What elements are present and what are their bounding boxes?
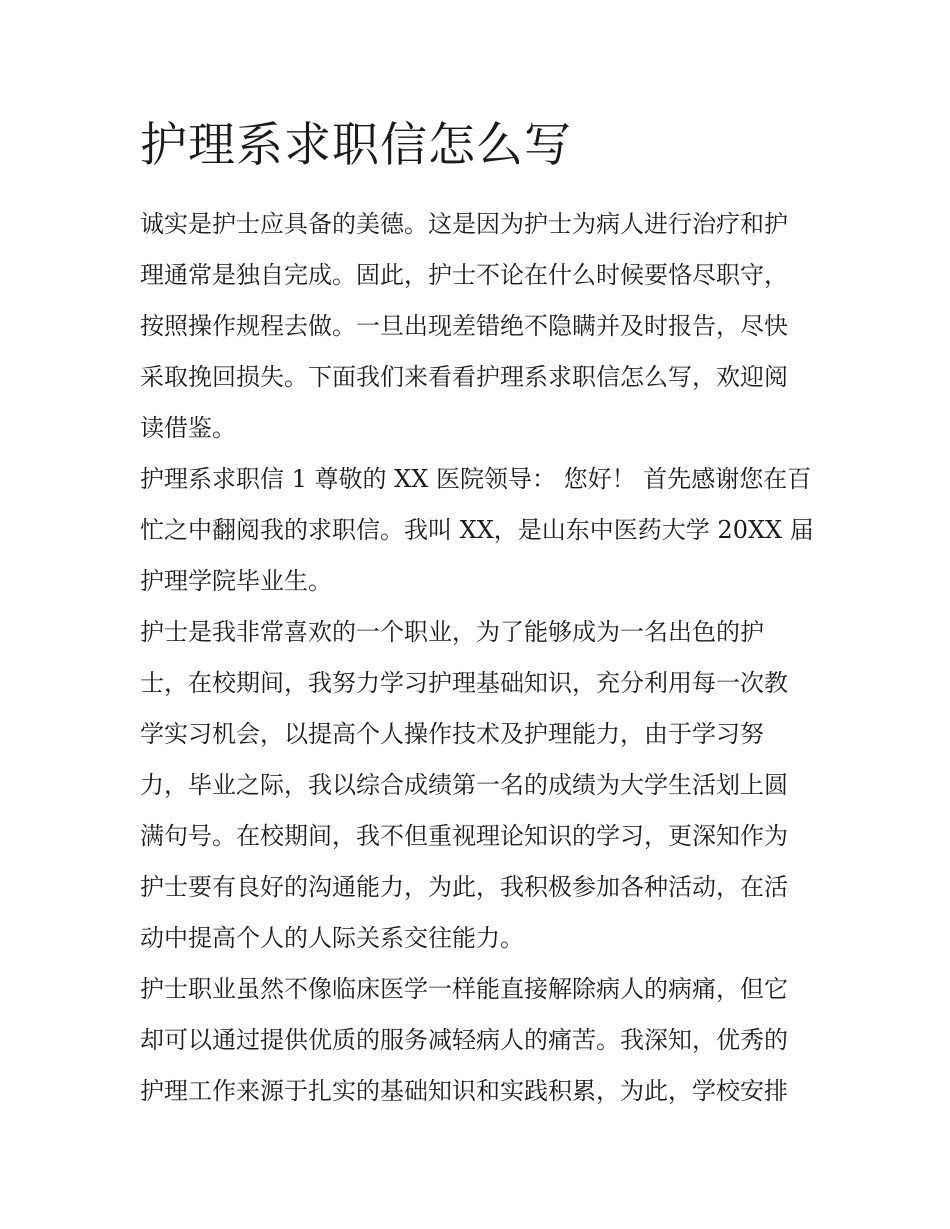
text-line: 护理工作来源于扎实的基础知识和实践积累，为此，学校安排 xyxy=(140,1077,788,1105)
text-line: 动中提高个人的人际关系交往能力。 xyxy=(140,924,524,952)
text-line: 力，毕业之际，我以综合成绩第一名的成绩为大学生活划上圆 xyxy=(140,771,788,799)
text-line: 护士职业虽然不像临床医学一样能直接解除病人的病痛，但它 xyxy=(140,975,788,1003)
text-line: 理通常是独自完成。固此，护士不论在什么时候要恪尽职守， xyxy=(140,261,788,289)
text-line: 诚实是护士应具备的美德。这是因为护士为病人进行治疗和护 xyxy=(140,210,788,238)
text-line: 按照操作规程去做。一旦出现差错绝不隐瞒并及时报告，尽快 xyxy=(140,312,788,340)
text-line: 采取挽回损失。下面我们来看看护理系求职信怎么写，欢迎阅 xyxy=(140,363,788,391)
text-line: 护士要有良好的沟通能力，为此，我积极参加各种活动，在活 xyxy=(140,873,788,901)
text-line: 护士是我非常喜欢的一个职业，为了能够成为一名出色的护 xyxy=(140,618,764,646)
text-line: 护理系求职信 1 尊敬的 XX 医院领导： 您好！ 首先感谢您在百 xyxy=(140,465,812,493)
document-body xyxy=(140,199,830,1117)
text-line: 忙之中翻阅我的求职信。我叫 XX，是山东中医药大学 20XX 届 xyxy=(140,516,814,544)
text-line: 学实习机会，以提高个人操作技术及护理能力，由于学习努 xyxy=(140,720,764,748)
text-line: 士，在校期间，我努力学习护理基础知识，充分利用每一次教 xyxy=(140,669,788,697)
document-title: 护理系求职信怎么写 xyxy=(140,118,572,173)
text-line: 读借鉴。 xyxy=(140,414,236,442)
text-line: 护理学院毕业生。 xyxy=(140,567,332,595)
text-line: 却可以通过提供优质的服务减轻病人的痛苦。我深知，优秀的 xyxy=(140,1026,788,1054)
text-line: 满句号。在校期间，我不但重视理论知识的学习，更深知作为 xyxy=(140,822,788,850)
